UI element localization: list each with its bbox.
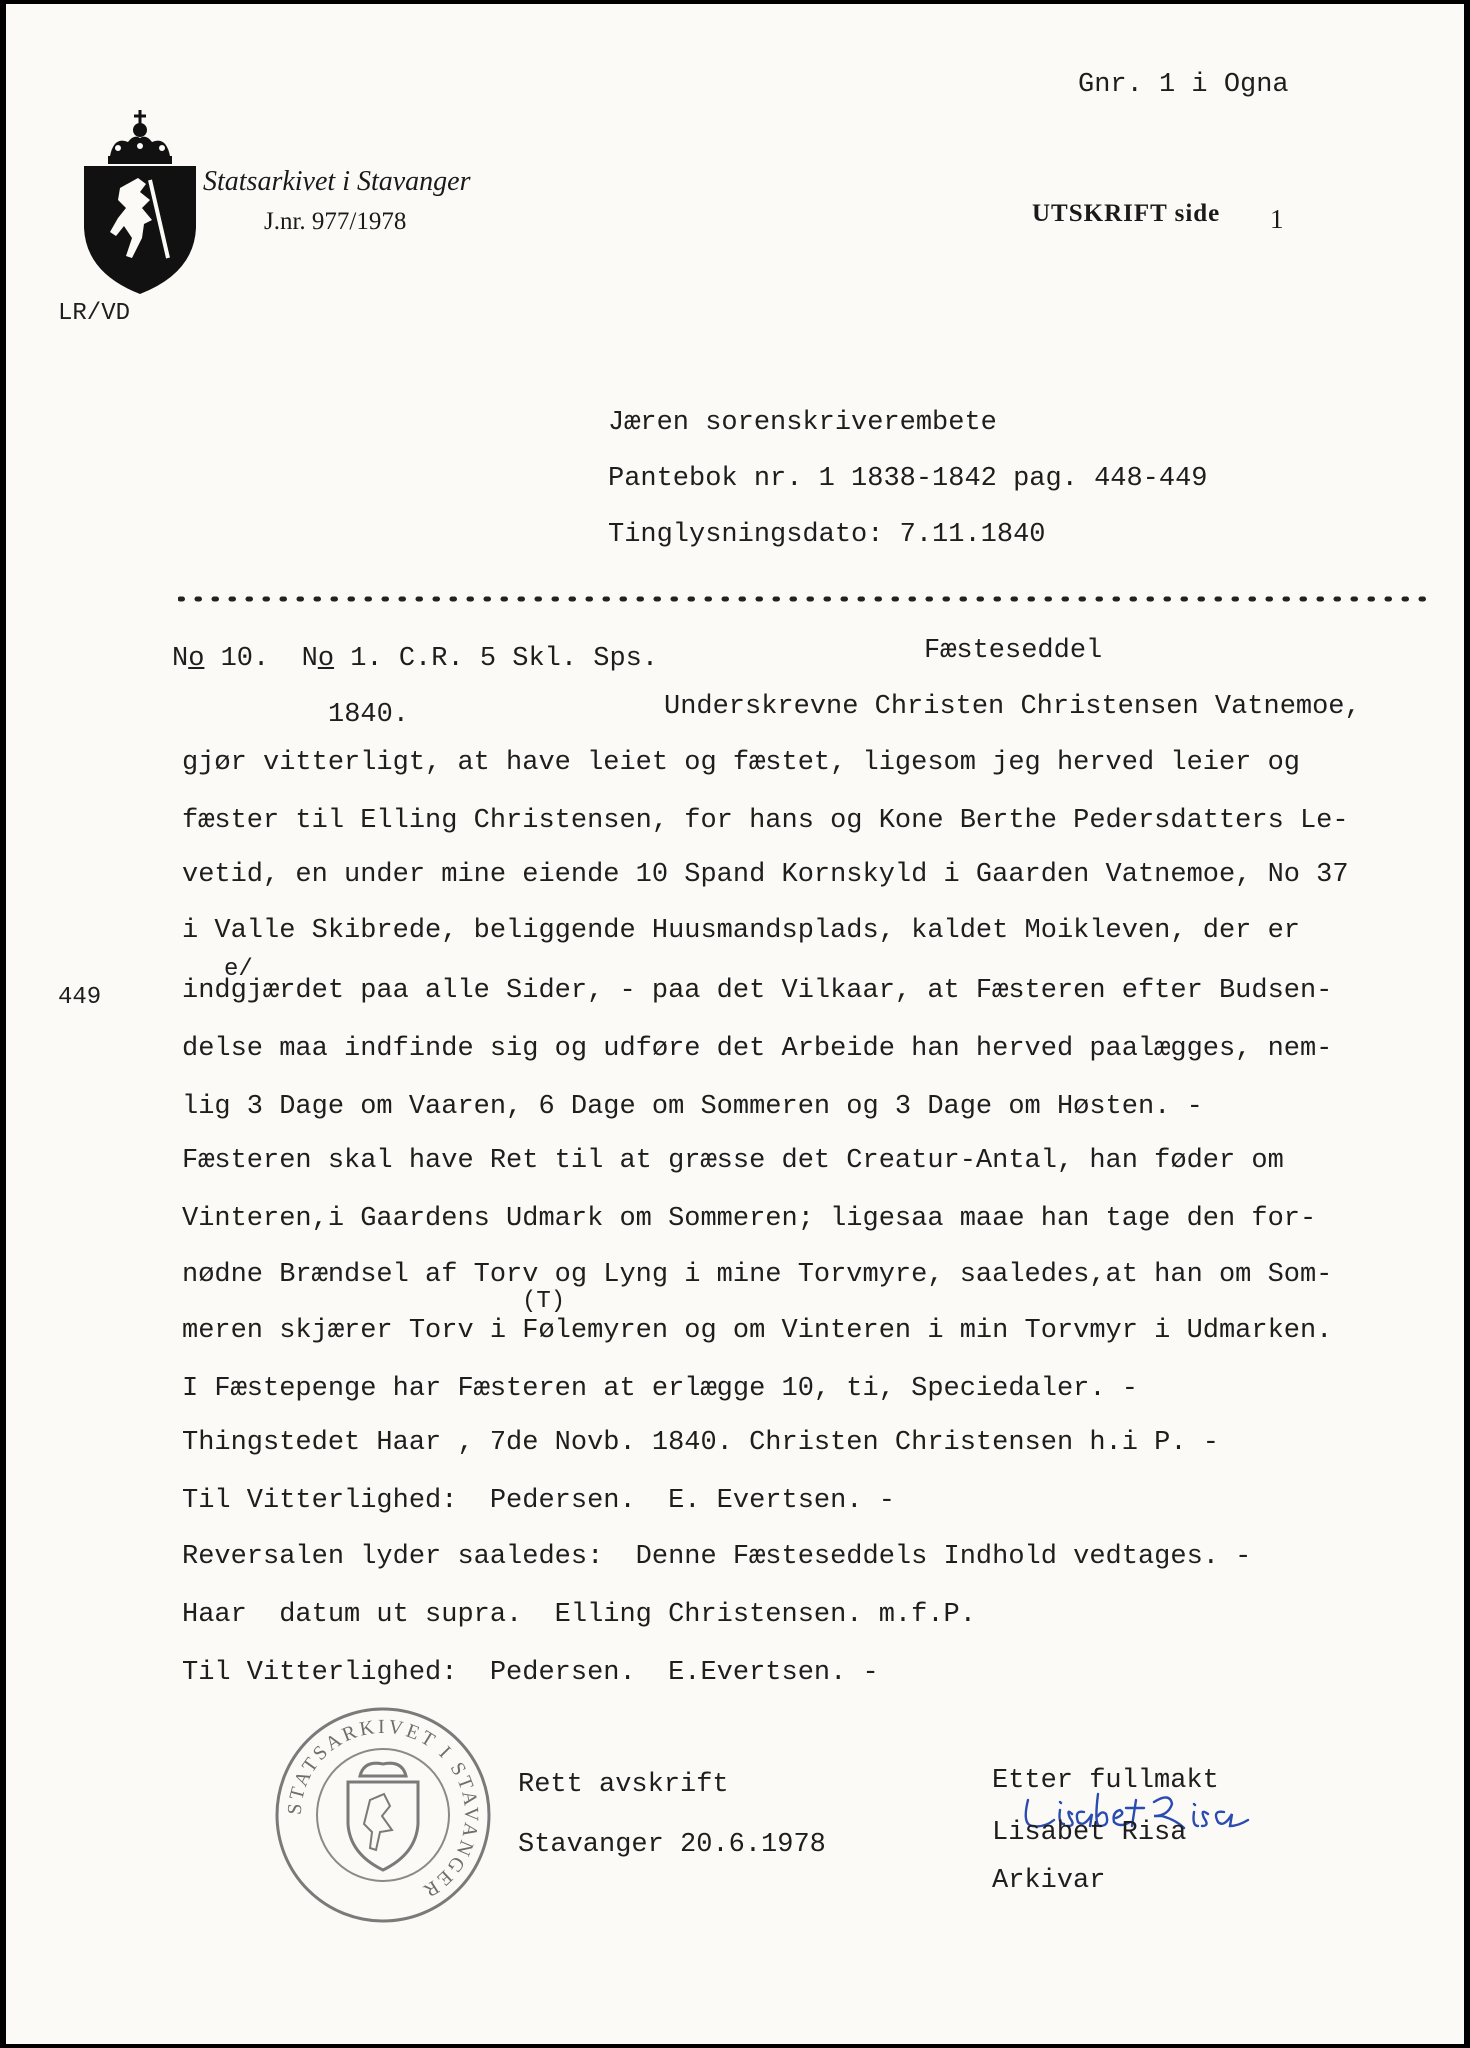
insertion-mark: e/: [224, 956, 253, 983]
text-line: Til Vitterlighed: Pedersen. E.Evertsen. -: [182, 1658, 879, 1688]
initials: LR/VD: [58, 300, 131, 327]
archive-stamp-icon: [272, 1704, 494, 1926]
text-line: gjør vitterligt, at have leiet og fæstet, ligesom jeg herved leier og: [182, 748, 1300, 778]
text-line: Underskrevne Christen Christensen Vatnemoe,: [664, 692, 1361, 722]
text-line: Fæsteren skal have Ret til at græsse det Creatur-Antal, han føder om: [182, 1146, 1284, 1176]
coat-of-arms-icon: [80, 108, 200, 296]
signatory-name: Lisabet Risa: [992, 1818, 1187, 1848]
archive-name: Statsarkivet i Stavanger: [203, 166, 471, 197]
text-line: i Valle Skibrede, beliggende Huusmandsplads, kaldet Moikleven, der er: [182, 916, 1300, 946]
document-page: [6, 4, 1464, 2044]
insertion-mark: (T): [522, 1288, 566, 1315]
mortgage-book-ref: Pantebok nr. 1 1838-1842 pag. 448-449: [608, 464, 1208, 494]
journal-number: J.nr. 977/1978: [264, 208, 407, 235]
signatory-title: Arkivar: [992, 1866, 1106, 1896]
document-title: Fæsteseddel: [924, 636, 1103, 666]
text-line: Til Vitterlighed: Pedersen. E. Evertsen. -: [182, 1486, 895, 1516]
document-year: 1840.: [328, 700, 410, 730]
text-line: delse maa indfinde sig og udføre det Arbeide han herved paalægges, nem-: [182, 1034, 1333, 1064]
farm-number: Gnr. 1 i Ogna: [1078, 70, 1289, 100]
text-line: Thingstedet Haar , 7de Novb. 1840. Christen Christensen h.i P. -: [182, 1428, 1219, 1458]
text-line: I Fæstepenge har Fæsteren at erlægge 10, ti, Speciedaler. -: [182, 1374, 1138, 1404]
certification-label: Rett avskrift: [518, 1770, 729, 1800]
document-reference: No 10. No 1. C.R. 5 Skl. Sps.: [172, 644, 659, 674]
text-line: lig 3 Dage om Vaaren, 6 Dage om Sommeren og 3 Dage om Høsten. -: [182, 1092, 1203, 1122]
stamp-text: STATSARKIVET I STAVANGER: [283, 1715, 483, 1904]
place-and-date: Stavanger 20.6.1978: [518, 1830, 826, 1860]
page-number: 1: [1270, 204, 1284, 234]
text-line: Haar datum ut supra. Elling Christensen. m.f.P.: [182, 1600, 976, 1630]
text-line: meren skjærer Torv i Følemyren og om Vinteren i min Torvmyr i Udmarken.: [182, 1316, 1333, 1346]
mandate-label: Etter fullmakt: [992, 1766, 1219, 1796]
text-line: indgjærdet paa alle Sider, - paa det Vilkaar, at Fæsteren efter Budsen-: [182, 976, 1333, 1006]
text-line: nødne Brændsel af Torv og Lyng i mine Torvmyre, saaledes,at han om Som-: [182, 1260, 1333, 1290]
text-line: Reversalen lyder saaledes: Denne Fæsteseddels Indhold vedtages. -: [182, 1542, 1252, 1572]
dotted-separator: [178, 589, 1426, 609]
text-line: vetid, en under mine eiende 10 Spand Kornskyld i Gaarden Vatnemoe, No 37: [182, 860, 1349, 890]
text-line: fæster til Elling Christensen, for hans og Kone Berthe Pedersdatters Le-: [182, 806, 1349, 836]
office-name: Jæren sorenskriverembete: [608, 408, 997, 438]
margin-page-number: 449: [58, 984, 102, 1011]
text-line: Vinteren,i Gaardens Udmark om Sommeren; ligesaa maae han tage den for-: [182, 1204, 1317, 1234]
printout-label: UTSKRIFT side: [1032, 200, 1221, 227]
registration-date: Tinglysningsdato: 7.11.1840: [608, 520, 1046, 550]
svg-text:STATSARKIVET I STAVANGER: [284, 1716, 482, 1903]
